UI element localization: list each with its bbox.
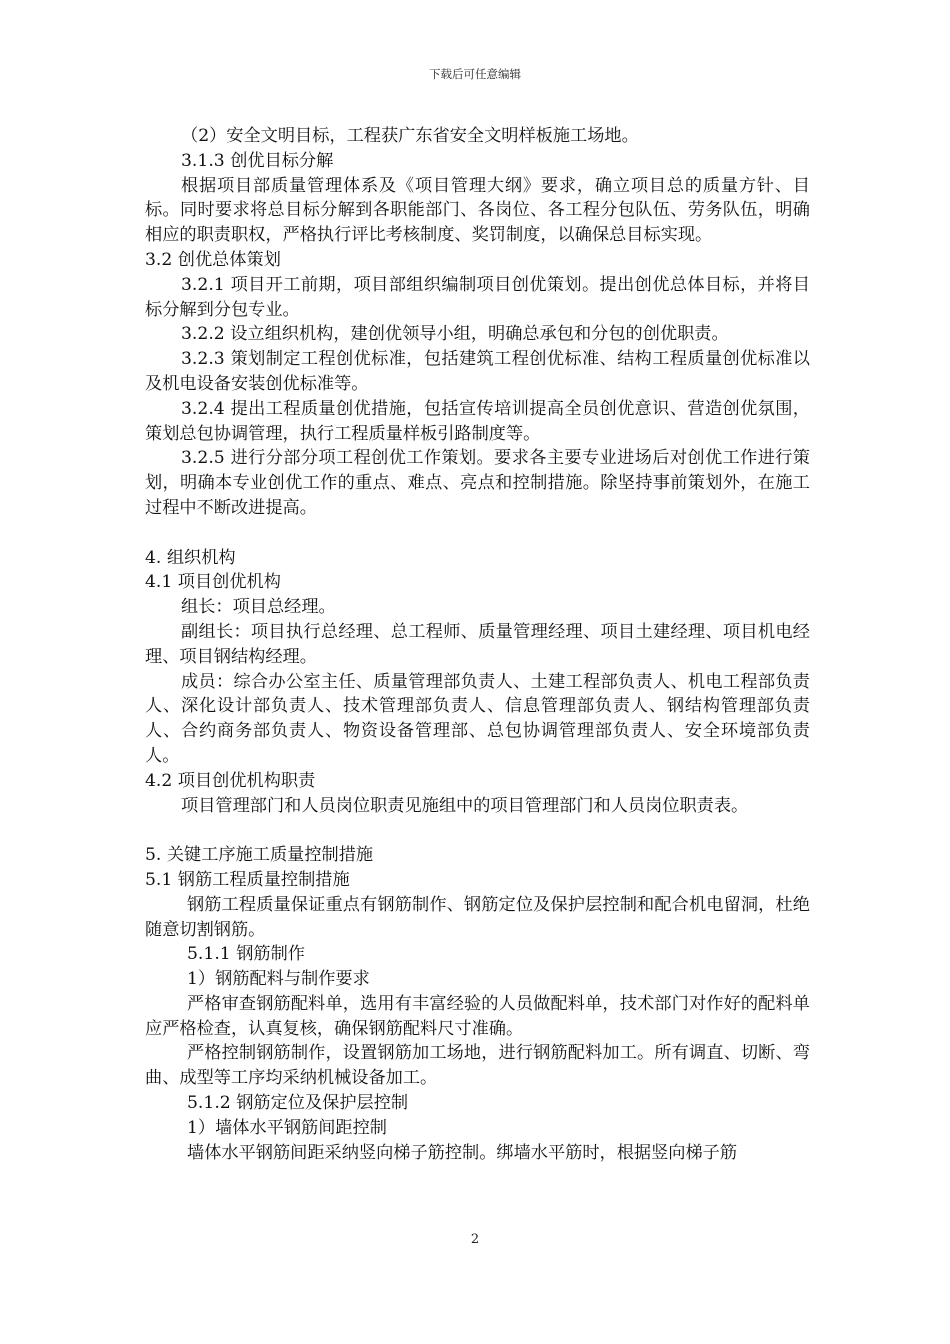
chapter-heading: 4. 组织机构 [145, 547, 236, 568]
subsection-heading: 5.1.2 钢筋定位及保护层控制 [187, 1093, 409, 1114]
paragraph: 严格审查钢筋配料单，选用有丰富经验的人员做配料单，技术部门对作好的配料单应严格检查，认真复核，确保钢筋配料尺寸准确。 [145, 993, 810, 1039]
paragraph: 严格控制钢筋制作，设置钢筋加工场地，进行钢筋配料加工。所有调直、切断、弯曲、成型等工序均采纳机械设备加工。 [145, 1043, 810, 1089]
section-heading: 3.2 创优总体策划 [145, 249, 281, 270]
document-body [145, 124, 810, 1165]
paragraph: 3.2.3 策划制定工程创优标准，包括建筑工程创优标准、结构工程质量创优标准以及机电设备安装创优标准等。 [145, 349, 810, 394]
paragraph: 3.2.2 设立组织机构，建创优领导小组，明确总承包和分包的创优职责。 [181, 324, 729, 345]
paragraph: 3.2.1 项目开工前期，项目部组织编制项目创优策划。提出创优总体目标，并将目标分解到分包专业。 [145, 274, 810, 320]
paragraph: 成员：综合办公室主任、质量管理部负责人、土建工程部负责人、机电工程部负责人、深化设计部负责人、技术管理部负责人、信息管理部负责人、钢结构管理部负责人、合约商务部负责人、物资设备管理部、总包协调管理部负责人、安全环境部负责人。 [145, 671, 810, 766]
page-number: 2 [470, 1232, 480, 1247]
section-heading: 5.1 钢筋工程质量控制措施 [145, 869, 350, 890]
page-header: 下载后可任意编辑 [429, 67, 521, 81]
list-heading: 1）墙体水平钢筋间距控制 [187, 1117, 387, 1138]
list-heading: 1）钢筋配料与制作要求 [187, 969, 370, 990]
paragraph: 3.2.5 进行分部分项工程创优工作策划。要求各主要专业进场后对创优工作进行策划，明确本专业创优工作的重点、难点、亮点和控制措施。除坚持事前策划外，在施工过程中不断改进提高。 [145, 448, 810, 518]
chapter-heading: 5. 关键工序施工质量控制措施 [145, 845, 374, 866]
paragraph: 根据项目部质量管理体系及《项目管理大纲》要求，确立项目总的质量方针、目标。同时要求将总目标分解到各职能部门、各岗位、各工程分包队伍、劳务队伍，明确相应的职责职权，严格执行评比考核制度、奖罚制度，以确保总目标实现。 [145, 175, 810, 246]
section-heading: 4.2 项目创优机构职责 [145, 770, 316, 791]
subsection-heading: 3.1.3 创优目标分解 [181, 150, 334, 171]
paragraph: 组长：项目总经理。 [181, 597, 336, 618]
blank-line [145, 818, 810, 843]
blank-line [145, 521, 810, 546]
subsection-heading: 5.1.1 钢筋制作 [187, 944, 305, 965]
paragraph: 副组长：项目执行总经理、总工程师、质量管理经理、项目土建经理、项目机电经理、项目钢结构经理。 [145, 621, 810, 667]
paragraph: （2）安全文明目标，工程获广东省安全文明样板施工场地。 [181, 126, 639, 146]
paragraph: 钢筋工程质量保证重点有钢筋制作、钢筋定位及保护层控制和配合机电留洞，杜绝随意切割钢筋。 [145, 894, 810, 940]
paragraph: 项目管理部门和人员岗位职责见施组中的项目管理部门和人员岗位职责表。 [181, 795, 749, 816]
section-heading: 4.1 项目创优机构 [145, 572, 281, 593]
paragraph: 墙体水平钢筋间距采纳竖向梯子筋控制。绑墙水平筋时，根据竖向梯子筋 [187, 1142, 738, 1163]
paragraph: 3.2.4 提出工程质量创优措施，包括宣传培训提高全员创优意识、营造创优氛围，策划总包协调管理，执行工程质量样板引路制度等。 [145, 398, 810, 444]
